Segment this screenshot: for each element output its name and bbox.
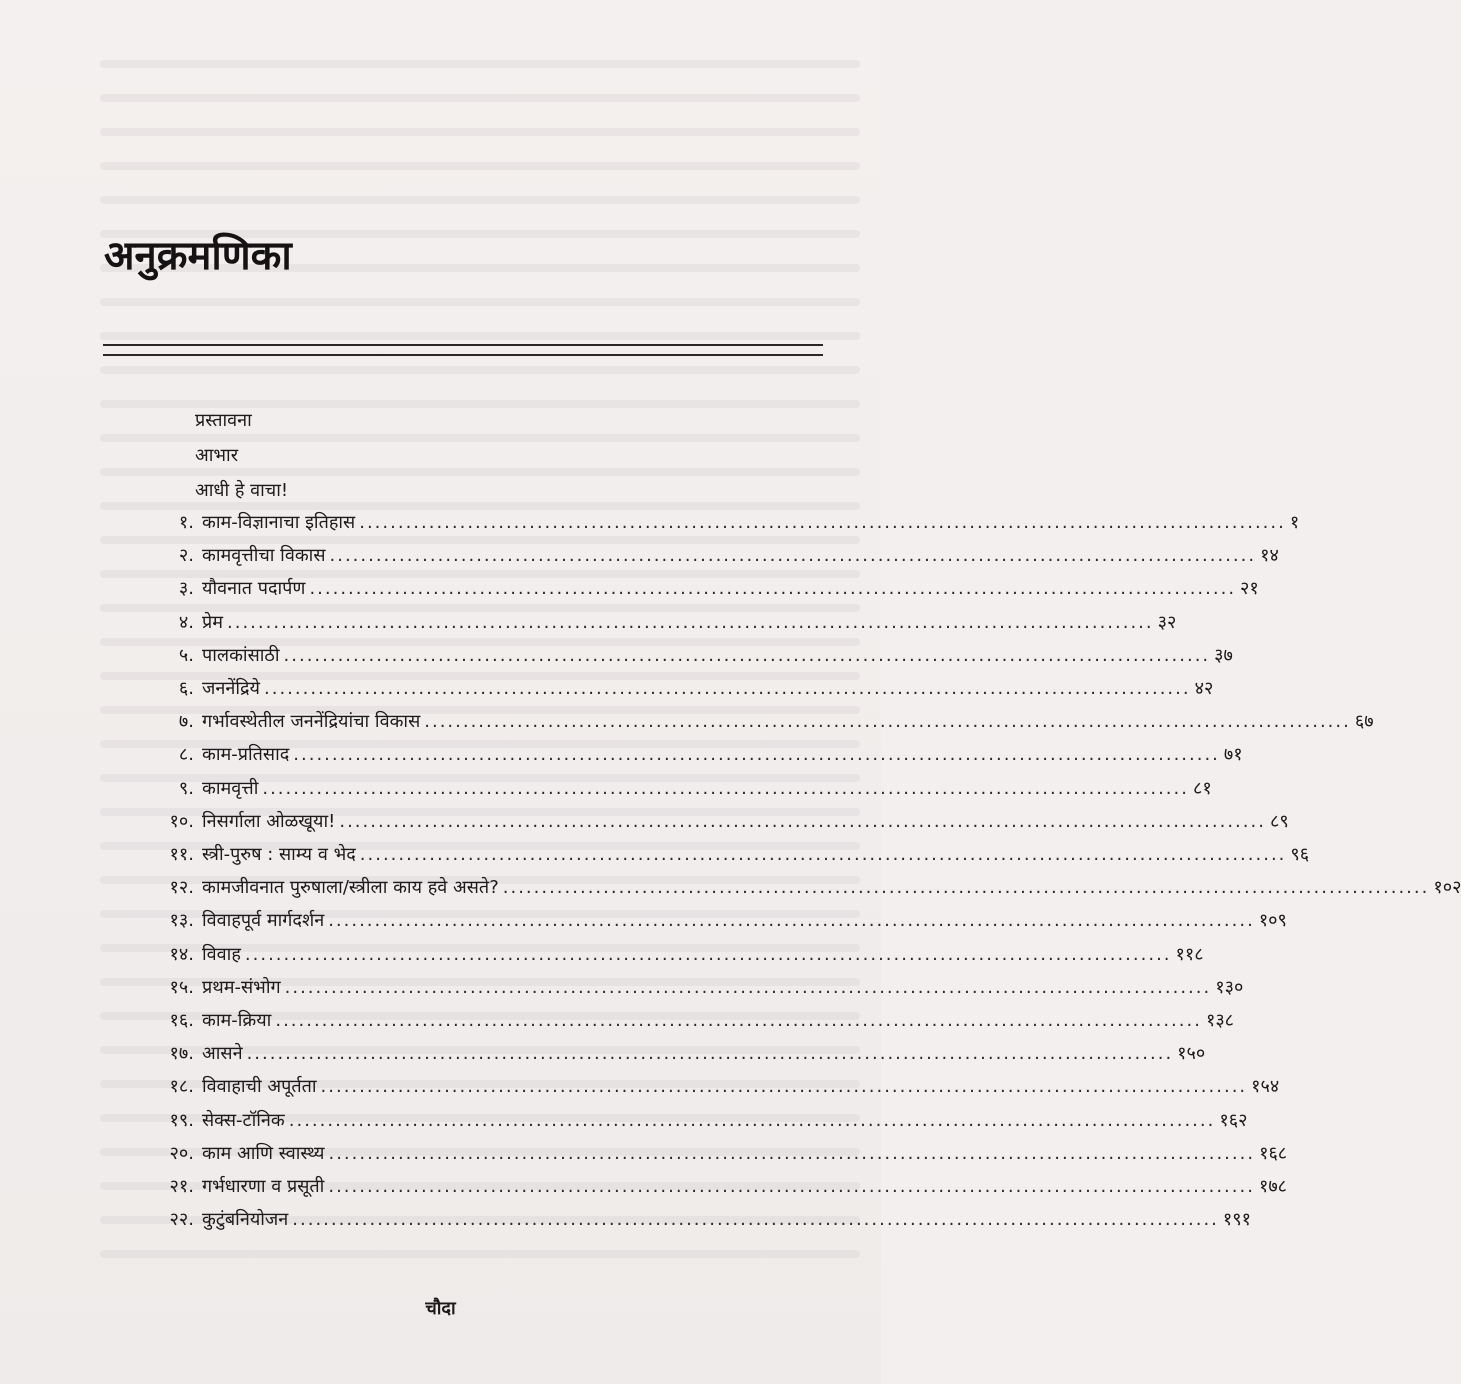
chapter-page-number: ६७ bbox=[1354, 711, 1374, 733]
toc-row bbox=[148, 1041, 1206, 1073]
leader-dots: ........................................................................................................................ bbox=[288, 1109, 1216, 1131]
chapter-number: १८. bbox=[169, 1076, 194, 1098]
chapter-page-number: २१ bbox=[1240, 578, 1259, 600]
chapter-number: १४. bbox=[169, 943, 194, 965]
toc-row bbox=[148, 1174, 1288, 1206]
chapter-number: २१. bbox=[169, 1176, 194, 1197]
leader-dots: ........................................................................................................................ bbox=[502, 877, 1430, 899]
chapter-title: कुटुंबनियोजन bbox=[202, 1209, 289, 1231]
toc-row bbox=[148, 643, 1233, 675]
chapter-page-number: १०९ bbox=[1258, 910, 1287, 932]
chapter-page-number: ११८ bbox=[1175, 943, 1204, 965]
toc-row bbox=[148, 576, 1259, 608]
intro-item-preface: प्रस्तावना bbox=[195, 410, 252, 431]
leader-dots: ........................................................................................................................ bbox=[328, 910, 1255, 932]
chapter-number: १२. bbox=[169, 877, 194, 899]
chapter-page-number: १ bbox=[1289, 512, 1300, 533]
chapter-number: १९. bbox=[169, 1109, 194, 1131]
show-through-line bbox=[100, 502, 860, 510]
leader-dots: ........................................................................................................................ bbox=[320, 1076, 1248, 1098]
leader-dots: ........................................................................................................................ bbox=[359, 512, 1286, 533]
toc-row bbox=[148, 875, 1461, 907]
chapter-number: १६. bbox=[169, 1010, 194, 1031]
leader-dots: ........................................................................................................................ bbox=[275, 1010, 1202, 1031]
chapter-number: २. bbox=[178, 545, 194, 567]
show-through-line bbox=[100, 1250, 860, 1258]
chapter-number: १५. bbox=[169, 976, 194, 998]
page-title: अनुक्रमणिका bbox=[104, 233, 292, 279]
leader-dots: ........................................................................................................................ bbox=[359, 844, 1287, 865]
chapter-title: कामवृत्तीचा विकास bbox=[202, 545, 326, 567]
show-through-line bbox=[100, 298, 860, 306]
chapter-page-number: १५४ bbox=[1251, 1076, 1280, 1098]
chapter-page-number: १६२ bbox=[1219, 1109, 1248, 1131]
chapter-page-number: ३२ bbox=[1157, 611, 1177, 633]
leader-dots: ........................................................................................................................ bbox=[329, 545, 1257, 567]
toc-row bbox=[148, 809, 1289, 841]
toc-row bbox=[148, 1207, 1251, 1239]
show-through-line bbox=[100, 196, 860, 204]
toc-row bbox=[148, 942, 1204, 974]
toc-row bbox=[148, 776, 1212, 808]
chapter-title: यौवनात पदार्पण bbox=[202, 578, 306, 600]
chapter-title: काम-क्रिया bbox=[202, 1010, 272, 1031]
chapter-title: काम आणि स्वास्थ्य bbox=[202, 1142, 325, 1164]
leader-dots: ........................................................................................................................ bbox=[309, 578, 1237, 600]
toc-row bbox=[148, 1074, 1280, 1106]
show-through-line bbox=[100, 468, 860, 476]
chapter-number: १७. bbox=[169, 1043, 194, 1065]
chapter-number: १३. bbox=[169, 910, 194, 932]
chapter-page-number: १७८ bbox=[1258, 1176, 1288, 1197]
chapter-number: १. bbox=[178, 512, 194, 533]
leader-dots: ........................................................................................................................ bbox=[339, 810, 1266, 832]
toc-row bbox=[148, 543, 1279, 575]
chapter-page-number: ८९ bbox=[1269, 810, 1289, 832]
leader-dots: ........................................................................................................................ bbox=[246, 1043, 1174, 1065]
chapter-title: प्रेम bbox=[202, 611, 224, 633]
leader-dots: ........................................................................................................................ bbox=[424, 711, 1351, 733]
show-through-line bbox=[100, 60, 860, 68]
leader-dots: ........................................................................................................................ bbox=[328, 1176, 1255, 1197]
leader-dots: ........................................................................................................................ bbox=[264, 678, 1191, 699]
toc-row bbox=[148, 610, 1177, 642]
chapter-page-number: ४२ bbox=[1194, 678, 1214, 699]
show-through-line bbox=[100, 162, 860, 170]
title-rule-top bbox=[103, 344, 823, 346]
chapter-page-number: ८१ bbox=[1192, 777, 1212, 799]
chapter-number: ८. bbox=[178, 744, 194, 766]
show-through-line bbox=[100, 366, 860, 374]
toc-row bbox=[148, 510, 1300, 542]
title-rule-bottom bbox=[103, 354, 823, 356]
chapter-title: कामवृत्ती bbox=[202, 777, 259, 799]
page-number-folio: चौदा bbox=[425, 1298, 456, 1319]
chapter-page-number: १९१ bbox=[1222, 1209, 1251, 1231]
chapter-title: काम-विज्ञानाचा इतिहास bbox=[202, 512, 356, 533]
toc-row bbox=[148, 1008, 1235, 1040]
chapter-title: स्त्री-पुरुष : साम्य व भेद bbox=[202, 844, 356, 865]
leader-dots: ........................................................................................................................ bbox=[292, 1209, 1219, 1231]
show-through-line bbox=[100, 94, 860, 102]
chapter-page-number: १६८ bbox=[1259, 1142, 1288, 1164]
chapter-number: २२. bbox=[169, 1209, 194, 1231]
chapter-page-number: ७१ bbox=[1223, 744, 1243, 766]
intro-item-acknowledgement: आभार bbox=[195, 445, 239, 466]
chapter-title: पालकांसाठी bbox=[202, 644, 280, 666]
toc-row bbox=[148, 1108, 1248, 1140]
chapter-title: विवाहपूर्व मार्गदर्शन bbox=[202, 910, 325, 932]
chapter-number: ९. bbox=[178, 777, 194, 799]
chapter-page-number: १०२ bbox=[1433, 877, 1461, 899]
chapter-page-number: १४ bbox=[1260, 545, 1279, 567]
chapter-page-number: १५० bbox=[1177, 1043, 1206, 1065]
chapter-number: ६. bbox=[178, 678, 194, 699]
intro-item-read-first: आधी हे वाचा! bbox=[195, 480, 289, 501]
chapter-title: कामजीवनात पुरुषाला/स्त्रीला काय हवे असते? bbox=[202, 877, 499, 899]
show-through-line bbox=[100, 400, 860, 408]
toc-row bbox=[148, 676, 1214, 708]
chapter-title: सेक्स-टॉनिक bbox=[202, 1109, 285, 1131]
chapter-title: निसर्गाला ओळखूया! bbox=[202, 810, 336, 832]
chapter-page-number: १३० bbox=[1215, 976, 1244, 998]
chapter-page-number: ३७ bbox=[1214, 644, 1233, 666]
chapter-number: ११. bbox=[169, 844, 194, 865]
leader-dots: ........................................................................................................................ bbox=[262, 777, 1189, 799]
leader-dots: ........................................................................................................................ bbox=[293, 744, 1220, 766]
chapter-title: आसने bbox=[202, 1043, 243, 1065]
chapter-title: विवाह bbox=[202, 943, 241, 965]
chapter-title: विवाहाची अपूर्तता bbox=[202, 1076, 317, 1098]
show-through-line bbox=[100, 128, 860, 136]
chapter-number: २०. bbox=[169, 1142, 194, 1164]
chapter-page-number: ९६ bbox=[1290, 844, 1310, 865]
chapter-number: १०. bbox=[169, 810, 194, 832]
show-through-line bbox=[100, 332, 860, 340]
leader-dots: ........................................................................................................................ bbox=[328, 1142, 1256, 1164]
leader-dots: ........................................................................................................................ bbox=[283, 644, 1211, 666]
chapter-title: गर्भधारणा व प्रसूती bbox=[202, 1176, 325, 1197]
toc-row bbox=[148, 1141, 1288, 1173]
toc-row bbox=[148, 842, 1310, 874]
chapter-title: गर्भावस्थेतील जननेंद्रियांचा विकास bbox=[202, 711, 421, 733]
chapter-title: काम-प्रतिसाद bbox=[202, 744, 290, 766]
show-through-line bbox=[100, 434, 860, 442]
leader-dots: ........................................................................................................................ bbox=[244, 943, 1172, 965]
leader-dots: ........................................................................................................................ bbox=[284, 976, 1212, 998]
chapter-title: प्रथम-संभोग bbox=[202, 976, 281, 998]
leader-dots: ........................................................................................................................ bbox=[227, 611, 1154, 633]
toc-row bbox=[148, 742, 1243, 774]
toc-row bbox=[148, 908, 1287, 940]
chapter-page-number: १३८ bbox=[1205, 1010, 1235, 1031]
chapter-number: ३. bbox=[178, 578, 194, 600]
toc-row bbox=[148, 709, 1374, 741]
chapter-number: ५. bbox=[178, 644, 194, 666]
chapter-number: ७. bbox=[178, 711, 194, 733]
chapter-title: जननेंद्रिये bbox=[202, 678, 260, 699]
chapter-number: ४. bbox=[178, 611, 194, 633]
toc-row bbox=[148, 975, 1244, 1007]
